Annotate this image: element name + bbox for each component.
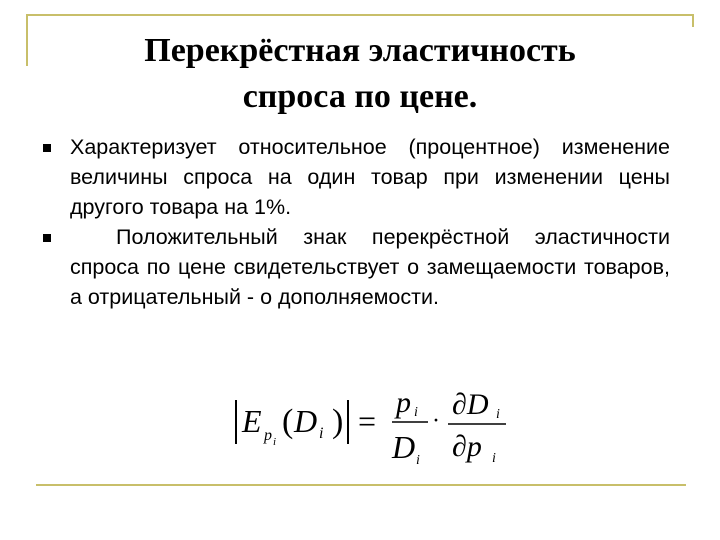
frame-right-line bbox=[692, 14, 694, 27]
formula-i-subsub: i bbox=[273, 436, 277, 448]
fraction2-numerator: ∂D bbox=[452, 388, 489, 421]
fraction1-den-sub: i bbox=[416, 453, 420, 468]
frame-top-line bbox=[26, 14, 694, 16]
fraction1-num-sub: i bbox=[414, 405, 418, 420]
fraction2-num-sub: i bbox=[496, 407, 500, 422]
bullet-item-1 bbox=[40, 132, 670, 222]
elasticity-formula bbox=[230, 382, 530, 472]
formula-dot: · bbox=[432, 408, 440, 434]
formula-p-sub: p bbox=[264, 427, 272, 444]
fraction2-denominator: ∂p bbox=[452, 430, 482, 463]
square-bullet-icon bbox=[43, 234, 51, 242]
square-bullet-icon bbox=[43, 144, 51, 152]
formula-paren-open: ( bbox=[282, 403, 294, 440]
frame-left-line bbox=[26, 14, 28, 66]
bullet-list bbox=[40, 132, 670, 312]
frame-bottom-line bbox=[36, 484, 686, 486]
formula-D-sub: i bbox=[319, 425, 324, 442]
fraction1-denominator: D bbox=[392, 429, 416, 465]
title-line-1: Перекрёстная эластичность bbox=[144, 32, 576, 69]
bullet-text-1: Характеризует относительное (процентное) изменение величины спроса на один товар при изменении цены другого товара на 1%. bbox=[70, 135, 670, 219]
formula-svg bbox=[230, 382, 530, 472]
formula-E: E bbox=[242, 403, 262, 439]
formula-paren-close: ) bbox=[332, 403, 344, 440]
bullet-item-2 bbox=[40, 222, 670, 312]
slide-title bbox=[60, 28, 660, 120]
fraction2-den-sub: i bbox=[492, 451, 496, 466]
formula-equals: = bbox=[358, 403, 377, 439]
title-line-2: спроса по цене. bbox=[242, 78, 478, 115]
bullet-text-2: Положительный знак перекрёстной эластичности спроса по цене свидетельствует о замещаемости товаров, а отрицательный - о дополняемости. bbox=[70, 225, 670, 309]
formula-D: D bbox=[294, 403, 318, 439]
fraction1-numerator: p bbox=[396, 386, 411, 419]
